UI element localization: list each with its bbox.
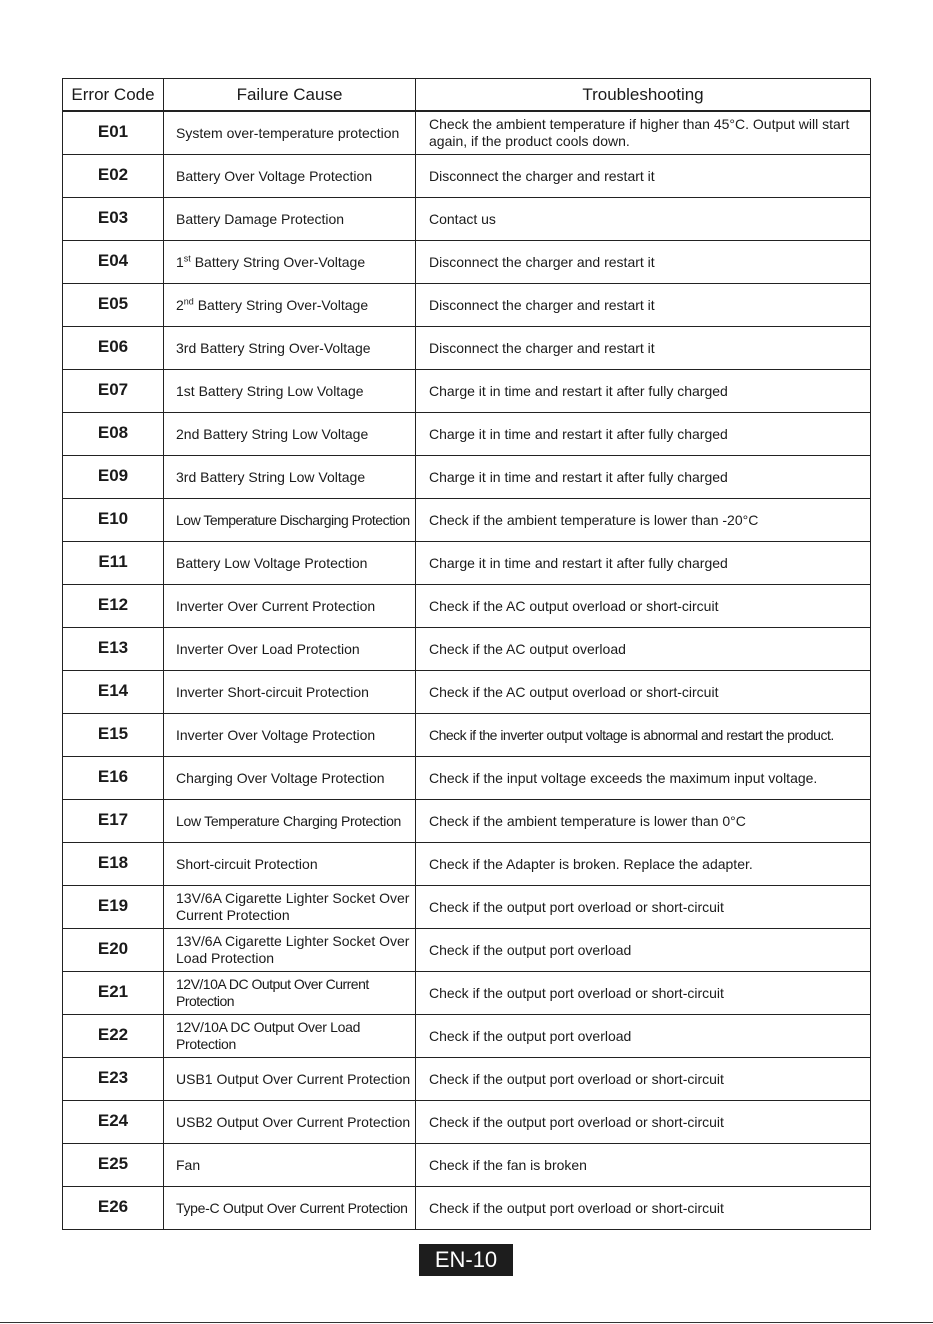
error-code: E03 [63,198,164,241]
troubleshooting: Check if the output port overload or short-circuit [416,1187,871,1230]
header-failure-cause: Failure Cause [164,79,416,112]
ordinal-suffix: st [183,252,191,263]
troubleshooting: Disconnect the charger and restart it [416,284,871,327]
error-code: E23 [63,1058,164,1101]
troubleshooting: Disconnect the charger and restart it [416,241,871,284]
table-row [63,370,871,413]
error-code: E09 [63,456,164,499]
troubleshooting: Disconnect the charger and restart it [416,155,871,198]
table-row [63,1101,871,1144]
failure-cause: Low Temperature Charging Protection [164,800,416,843]
failure-cause: USB2 Output Over Current Protection [164,1101,416,1144]
table-row [63,1187,871,1230]
table-row [63,1144,871,1187]
error-code: E01 [63,111,164,155]
failure-cause: Charging Over Voltage Protection [164,757,416,800]
table-row [63,757,871,800]
table-row [63,327,871,370]
error-code: E26 [63,1187,164,1230]
failure-cause: 2nd Battery String Low Voltage [164,413,416,456]
table-row [63,714,871,757]
table-row [63,671,871,714]
table-row [63,628,871,671]
troubleshooting: Contact us [416,198,871,241]
error-code: E15 [63,714,164,757]
troubleshooting: Check if the output port overload [416,929,871,972]
table-row [63,198,871,241]
table-row [63,843,871,886]
error-code: E12 [63,585,164,628]
error-code: E20 [63,929,164,972]
table-row [63,1058,871,1101]
troubleshooting: Check if the output port overload or short-circuit [416,1058,871,1101]
error-code: E24 [63,1101,164,1144]
table-row [63,111,871,155]
troubleshooting: Check if the fan is broken [416,1144,871,1187]
error-code: E16 [63,757,164,800]
error-code: E17 [63,800,164,843]
troubleshooting: Charge it in time and restart it after fully charged [416,456,871,499]
table-row [63,542,871,585]
troubleshooting: Charge it in time and restart it after fully charged [416,370,871,413]
error-code-table [62,78,871,1230]
failure-cause: Type-C Output Over Current Protection [164,1187,416,1230]
table-row [63,155,871,198]
failure-cause: Short-circuit Protection [164,843,416,886]
cause-text: Battery String Over-Voltage [190,253,366,270]
table-row [63,585,871,628]
troubleshooting: Check if the output port overload [416,1015,871,1058]
troubleshooting: Check if the AC output overload [416,628,871,671]
failure-cause: Inverter Over Load Protection [164,628,416,671]
error-code: E25 [63,1144,164,1187]
table-row [63,499,871,542]
error-code: E08 [63,413,164,456]
failure-cause: Low Temperature Discharging Protection [164,499,416,542]
troubleshooting: Check if the output port overload or short-circuit [416,972,871,1015]
failure-cause: 12V/10A DC Output Over Current Protection [164,972,416,1015]
failure-cause: 3rd Battery String Low Voltage [164,456,416,499]
header-troubleshooting: Troubleshooting [416,79,871,112]
bottom-divider [0,1322,933,1323]
table-row [63,972,871,1015]
ordinal-suffix: nd [183,295,194,306]
error-code: E21 [63,972,164,1015]
failure-cause: System over-temperature protection [164,111,416,155]
error-code: E18 [63,843,164,886]
table-row [63,886,871,929]
failure-cause: 12V/10A DC Output Over Load Protection [164,1015,416,1058]
failure-cause: Battery Low Voltage Protection [164,542,416,585]
troubleshooting: Charge it in time and restart it after fully charged [416,413,871,456]
troubleshooting: Check if the AC output overload or short-circuit [416,585,871,628]
table-header-row [63,79,871,112]
table-row [63,456,871,499]
table-row [63,413,871,456]
failure-cause: 13V/6A Cigarette Lighter Socket Over Current Protection [164,886,416,929]
header-error-code: Error Code [63,79,164,112]
table-row [63,800,871,843]
failure-cause: 3rd Battery String Over-Voltage [164,327,416,370]
failure-cause: Inverter Over Current Protection [164,585,416,628]
error-code: E13 [63,628,164,671]
error-code: E14 [63,671,164,714]
page-number-label: EN-10 [419,1244,513,1276]
troubleshooting: Check if the ambient temperature is lower than 0°C [416,800,871,843]
troubleshooting: Check if the Adapter is broken. Replace the adapter. [416,843,871,886]
troubleshooting: Check if the inverter output voltage is abnormal and restart the product. [416,714,871,757]
failure-cause [164,284,416,327]
failure-cause: Inverter Short-circuit Protection [164,671,416,714]
failure-cause: Fan [164,1144,416,1187]
troubleshooting: Check if the input voltage exceeds the maximum input voltage. [416,757,871,800]
failure-cause: 13V/6A Cigarette Lighter Socket Over Load Protection [164,929,416,972]
troubleshooting: Check if the AC output overload or short-circuit [416,671,871,714]
error-code: E19 [63,886,164,929]
table-row [63,1015,871,1058]
cause-number: 2 [176,296,184,313]
troubleshooting: Check if the output port overload or short-circuit [416,1101,871,1144]
failure-cause: 1st Battery String Low Voltage [164,370,416,413]
error-code: E07 [63,370,164,413]
cause-text: Battery String Over-Voltage [193,296,369,313]
failure-cause: Battery Damage Protection [164,198,416,241]
table-row [63,241,871,284]
troubleshooting: Check the ambient temperature if higher than 45°C. Output will start again, if the product cools down. [416,111,871,155]
table-row [63,929,871,972]
error-code: E04 [63,241,164,284]
troubleshooting: Check if the ambient temperature is lower than -20°C [416,499,871,542]
failure-cause: Inverter Over Voltage Protection [164,714,416,757]
error-code: E22 [63,1015,164,1058]
failure-cause [164,241,416,284]
failure-cause: USB1 Output Over Current Protection [164,1058,416,1101]
error-code: E11 [63,542,164,585]
troubleshooting: Charge it in time and restart it after fully charged [416,542,871,585]
cause-number: 1 [176,253,184,270]
table-row [63,284,871,327]
error-code: E02 [63,155,164,198]
troubleshooting: Check if the output port overload or short-circuit [416,886,871,929]
error-code: E06 [63,327,164,370]
error-code: E10 [63,499,164,542]
failure-cause: Battery Over Voltage Protection [164,155,416,198]
error-code: E05 [63,284,164,327]
troubleshooting: Disconnect the charger and restart it [416,327,871,370]
